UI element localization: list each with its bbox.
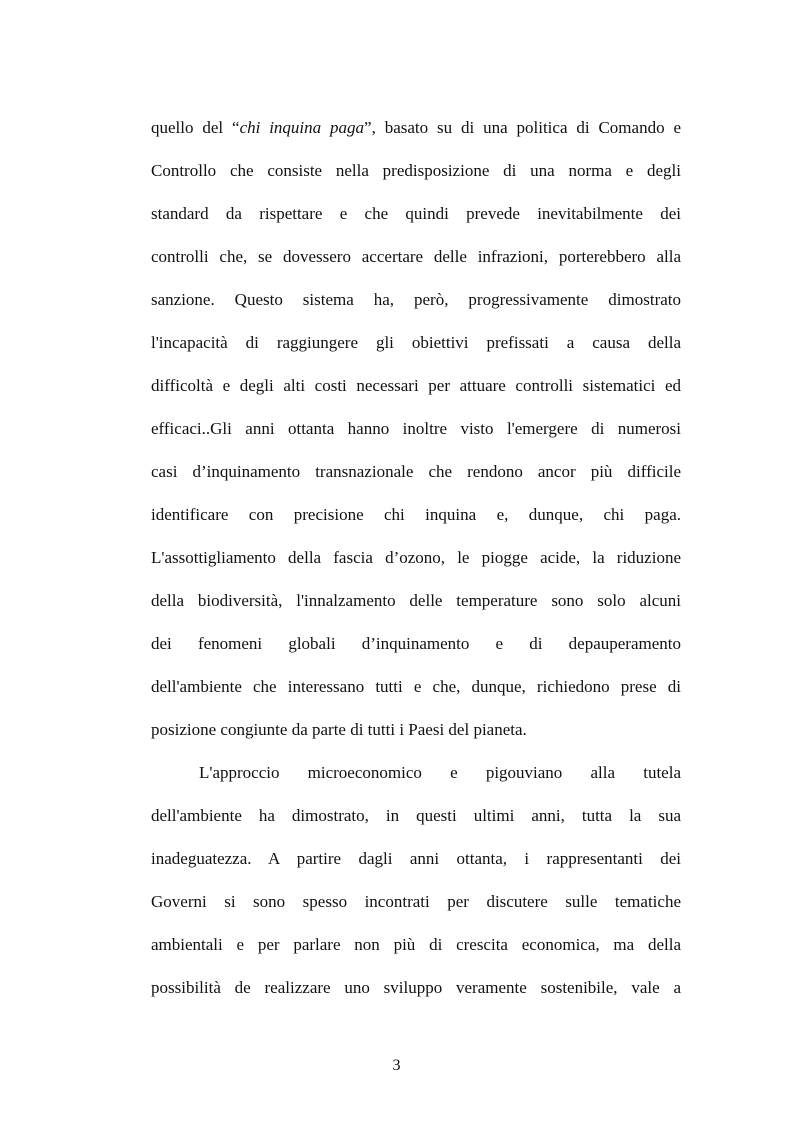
text-line: inadeguatezza. A partire dagli anni ottanta, i rappresentanti dei <box>151 849 681 868</box>
text-line: dell'ambiente che interessano tutti e che, dunque, richiedono prese di <box>151 677 681 696</box>
text-line: standard da rispettare e che quindi prevede inevitabilmente dei <box>151 204 681 223</box>
text-line: l'incapacità di raggiungere gli obiettivi prefissati a causa della <box>151 333 681 352</box>
text-segment: ”, basato su di una politica di Comando e <box>364 118 681 137</box>
italic-phrase: chi inquina paga <box>239 118 365 137</box>
page-number: 3 <box>392 1057 401 1074</box>
text-line: sanzione. Questo sistema ha, però, progressivamente dimostrato <box>151 290 681 309</box>
text-line: dei fenomeni globali d’inquinamento e di depauperamento <box>151 634 681 653</box>
text-line: difficoltà e degli alti costi necessari per attuare controlli sistematici ed <box>151 376 681 395</box>
text-line: dell'ambiente ha dimostrato, in questi ultimi anni, tutta la sua <box>151 806 681 825</box>
text-segment: quello del “ <box>151 118 240 137</box>
text-line: efficaci..Gli anni ottanta hanno inoltre visto l'emergere di numerosi <box>151 419 681 438</box>
text-line: Governi si sono spesso incontrati per discutere sulle tematiche <box>151 892 681 911</box>
text-line: L'assottigliamento della fascia d’ozono, le piogge acide, la riduzione <box>151 548 681 567</box>
text-line: Controllo che consiste nella predisposizione di una norma e degli <box>151 161 681 180</box>
text-line: della biodiversità, l'innalzamento delle temperature sono solo alcuni <box>151 591 681 610</box>
text-line: identificare con precisione chi inquina e, dunque, chi paga. <box>151 505 681 524</box>
text-line: L'approccio microeconomico e pigouviano alla tutela <box>199 763 681 782</box>
text-line: ambientali e per parlare non più di crescita economica, ma della <box>151 935 681 954</box>
text-line: controlli che, se dovessero accertare delle infrazioni, porterebbero alla <box>151 247 681 266</box>
text-line: posizione congiunte da parte di tutti i Paesi del pianeta. <box>151 720 527 739</box>
text-line: possibilità de realizzare uno sviluppo veramente sostenibile, vale a <box>151 978 681 997</box>
text-line: casi d’inquinamento transnazionale che rendono ancor più difficile <box>151 462 681 481</box>
text-line <box>151 108 681 148</box>
